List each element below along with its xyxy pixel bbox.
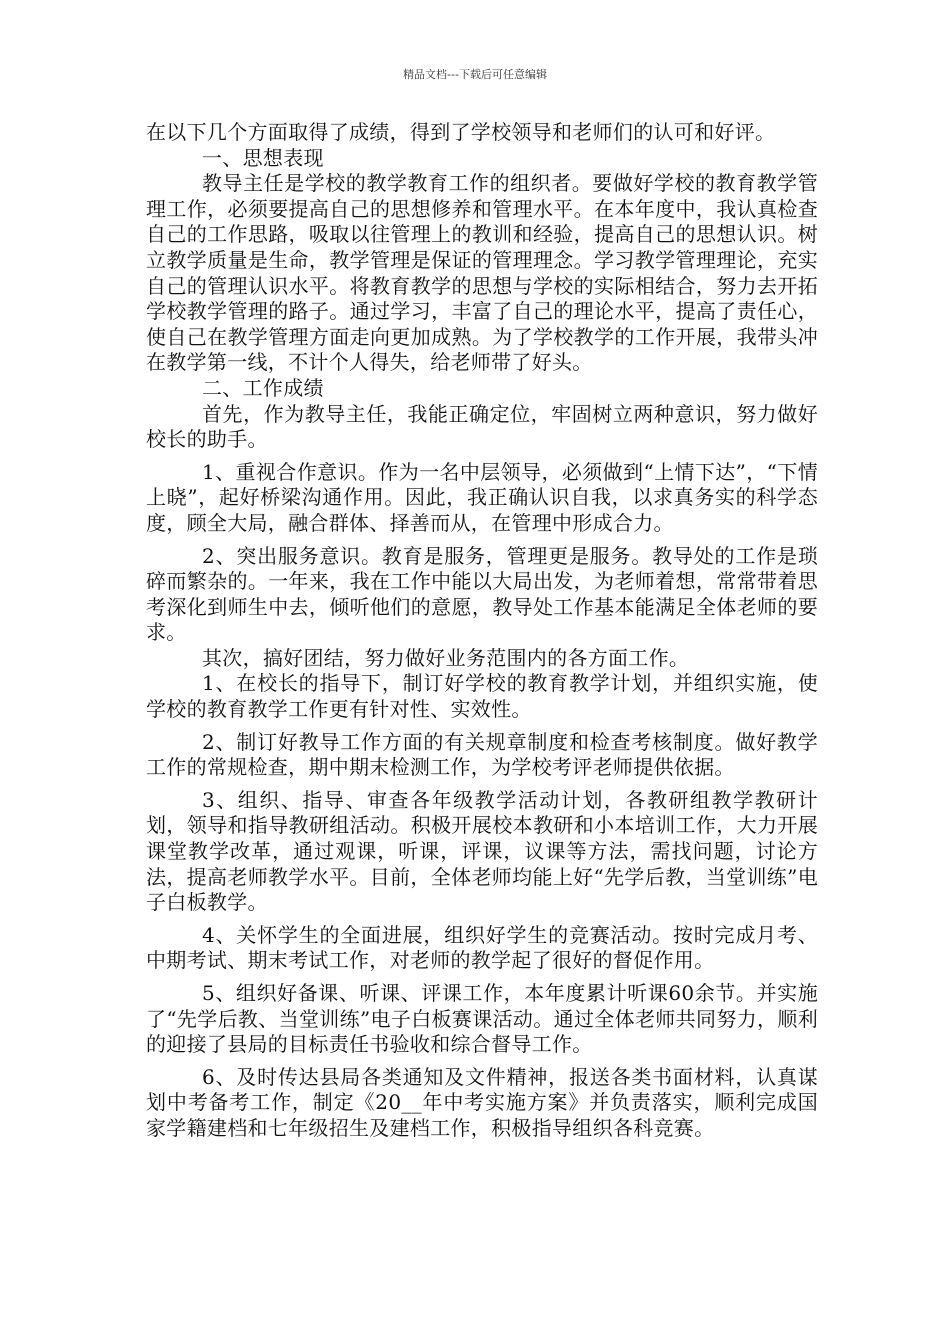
paragraph-first: 首先，作为教导主任，我能正确定位，牢固树立两种意识，努力做好校长的助手。 — [146, 401, 818, 452]
paragraph-item-2: 2、制订好教导工作方面的有关规章制度和检查考核制度。做好教学工作的常规检查，期中期末检测工作，为学校考评老师提供依据。 — [146, 729, 818, 780]
document-body — [146, 120, 818, 1142]
section-heading-thought: 一、思想表现 — [202, 145, 324, 170]
paragraph-item-4: 4、关怀学生的全面进展，组织好学生的竞赛活动。按时完成月考、中期考试、期末考试工作，对老师的教学起了很好的督促作用。 — [146, 922, 818, 973]
paragraph-service: 2、突出服务意识。教育是服务，管理更是服务。教导处的工作是琐碎而繁杂的。一年来，我在工作中能以大局出发，为老师着想，常常带着思考深化到师生中去，倾听他们的意愿，教导处工作基本能满足全体老师的要求。 — [146, 543, 818, 645]
page-header: 精品文档---下载后可任意编辑 — [403, 68, 547, 81]
paragraph-item-6: 6、及时传达县局各类通知及文件精神，报送各类书面材料，认真谋划中考备考工作，制定《20__年中考实施方案》并负责落实，顺利完成国家学籍建档和七年级招生及建档工作，积极指导组织各科竞赛。 — [146, 1064, 818, 1140]
paragraph-item-5: 5、组织好备课、听课、评课工作，本年度累计听课60余节。并实施了“先学后教、当堂训练”电子白板赛课活动。通过全体老师共同努力，顺利的迎接了县局的目标责任书验收和综合督导工作。 — [146, 981, 818, 1057]
paragraph-intro: 在以下几个方面取得了成绩，得到了学校领导和老师们的认可和好评。 — [146, 120, 776, 144]
paragraph-second: 其次，搞好团结，努力做好业务范围内的各方面工作。 — [202, 645, 690, 670]
section-heading-achievements: 二、工作成绩 — [202, 375, 324, 400]
paragraph-cooperation: 1、重视合作意识。作为一名中层领导，必须做到“上情下达”，“下情上晓”，起好桥梁沟通作用。因此，我正确认识自我，以求真务实的科学态度，顾全大局，融合群体、择善而从，在管理中形成合力。 — [146, 459, 818, 535]
paragraph-item-3: 3、组织、指导、审查各年级教学活动计划，各教研组教学教研计划，领导和指导教研组活动。积极开展校本教研和小本培训工作，大力开展课堂教学改革，通过观课，听课，评课，议课等方法，需找问题，讨论方法，提高老师教学水平。目前，全体老师均能上好“先学后教，当堂训练”电子白板教学。 — [146, 787, 818, 915]
paragraph-thought: 教导主任是学校的教学教育工作的组织者。要做好学校的教育教学管理工作，必须要提高自己的思想修养和管理水平。在本年度中，我认真检查自己的工作思路，吸取以往管理上的教训和经验，提高自己的思想认识。树立教学质量是生命，教学管理是保证的管理理念。学习教学管理理论，充实自己的管理认识水平。将教育教学的思想与学校的实际相结合，努力去开拓学校教学管理的路子。通过学习，丰富了自己的理论水平，提高了责任心，使自己在教学管理方面走向更加成熟。为了学校教学的工作开展，我带头冲在教学第一线，不计个人得失，给老师带了好头。 — [146, 171, 818, 375]
paragraph-item-1: 1、在校长的指导下，制订好学校的教育教学计划，并组织实施，使学校的教育教学工作更有针对性、实效性。 — [146, 671, 818, 722]
